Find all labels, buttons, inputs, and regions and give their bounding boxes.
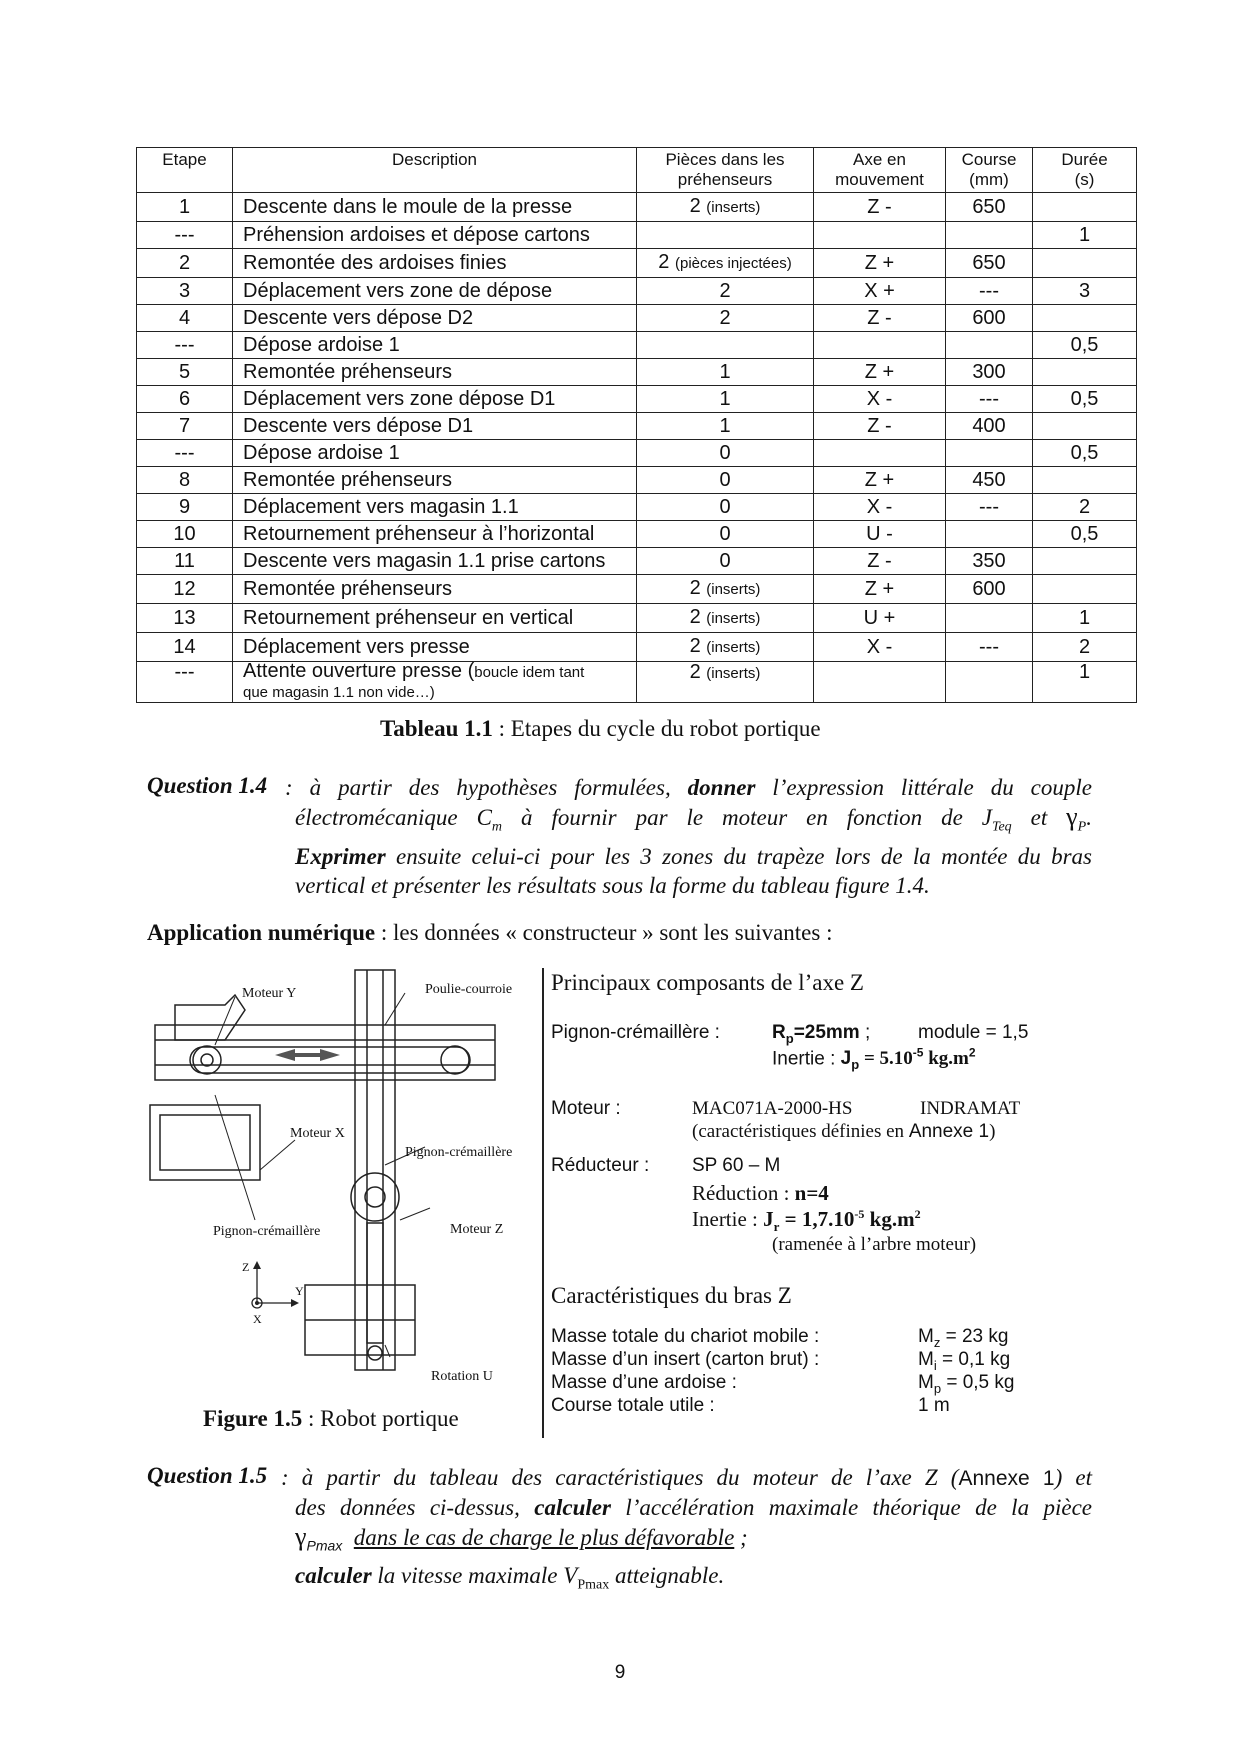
cell-description: Remontée préhenseurs — [233, 359, 637, 386]
figure-caption: Figure 1.5 : Robot portique — [203, 1406, 459, 1431]
label-moteur-x: Moteur X — [290, 1126, 345, 1141]
cell-etape: 12 — [137, 575, 233, 604]
cell-description: Remontée préhenseurs — [233, 467, 637, 494]
cell-description: Retournement préhenseur en vertical — [233, 604, 637, 633]
axis-z-label: Z — [242, 1260, 250, 1274]
cell-description: Retournement préhenseur à l’horizontal — [233, 521, 637, 548]
jr-note: (ramenée à l’arbre moteur) — [772, 1234, 977, 1255]
cell-duree: 1 — [1033, 662, 1137, 703]
bras-spec-label: Course totale utile : — [551, 1395, 715, 1416]
bras-spec-value: $M_i = 0,1$ kg — [918, 1349, 1011, 1373]
cell-course: 600 — [946, 575, 1033, 604]
col-duree: Durée (s) — [1033, 148, 1137, 193]
cell-course — [946, 222, 1033, 249]
bras-spec-value: $M_p = 0,5$ kg — [918, 1372, 1015, 1396]
cell-etape: 5 — [137, 359, 233, 386]
cell-duree: 3 — [1033, 278, 1137, 305]
label-poulie-courroie: Poulie-courroie — [425, 982, 513, 997]
cell-duree: 0,5 — [1033, 521, 1137, 548]
table-caption: Tableau 1.1 : Etapes du cycle du robot portique — [380, 716, 821, 741]
cell-pieces: 2 (inserts) — [637, 662, 814, 703]
table-row — [137, 278, 1137, 305]
cell-pieces: 0 — [637, 548, 814, 575]
cell-axe: Z + — [814, 249, 946, 278]
module-value: module = 1,5 — [918, 1022, 1029, 1043]
cell-course: --- — [946, 386, 1033, 413]
cell-pieces: 2 (inserts) — [637, 575, 814, 604]
cell-pieces: 2 (inserts) — [637, 193, 814, 222]
cell-axe: Z - — [814, 548, 946, 575]
cell-description: Remontée des ardoises finies — [233, 249, 637, 278]
table-row — [137, 193, 1137, 222]
cell-etape: 10 — [137, 521, 233, 548]
table-row — [137, 521, 1137, 548]
cell-etape: --- — [137, 440, 233, 467]
cell-axe — [814, 662, 946, 703]
cell-description: Descente vers magasin 1.1 prise cartons — [233, 548, 637, 575]
moteur-x-box — [150, 1105, 260, 1180]
cell-duree — [1033, 193, 1137, 222]
cell-duree — [1033, 548, 1137, 575]
axis-y-arrow — [291, 1299, 299, 1307]
cell-duree: 2 — [1033, 633, 1137, 662]
question-1-5-text: : à partir du tableau des caractéristiques du moteur de l’axe Z (Annexe 1) et des données ci-dessus, calculer l’accélération maximale théorique de la pièce $\gamma_{Pmax}$ dans le cas de charge le plus défavorable ; calculer la vitesse maximale $V_{Pmax}$ atteignable. — [281, 1465, 1092, 1593]
cell-etape: --- — [137, 332, 233, 359]
cell-course: 400 — [946, 413, 1033, 440]
cell-etape: 2 — [137, 249, 233, 278]
reduction-value: Réduction : n=4 — [692, 1181, 829, 1205]
table-header-row — [137, 148, 1137, 193]
col-pieces: Pièces dans les préhenseurs — [637, 148, 814, 193]
question-1-5-label: Question 1.5 — [147, 1463, 268, 1488]
cell-duree: 0,5 — [1033, 386, 1137, 413]
cell-pieces: 2 (pièces injectées) — [637, 249, 814, 278]
cell-axe — [814, 440, 946, 467]
cell-duree — [1033, 249, 1137, 278]
table-row — [137, 494, 1137, 521]
label-rotation-u: Rotation U — [431, 1369, 493, 1384]
cell-pieces: 2 (inserts) — [637, 604, 814, 633]
moteur-brand: INDRAMAT — [920, 1098, 1021, 1119]
cell-axe: U - — [814, 521, 946, 548]
cell-pieces: 0 — [637, 494, 814, 521]
table-row — [137, 633, 1137, 662]
cell-axe — [814, 332, 946, 359]
moteur-label: Moteur : — [551, 1098, 621, 1119]
cell-course — [946, 662, 1033, 703]
label-moteur-y: Moteur Y — [242, 986, 297, 1001]
z-column — [355, 970, 395, 1370]
cell-axe: X - — [814, 633, 946, 662]
cell-description: Attente ouverture presse (boucle idem tant que magasin 1.1 non vide…) — [233, 662, 637, 703]
cell-duree — [1033, 575, 1137, 604]
cell-duree: 1 — [1033, 222, 1137, 249]
bras-spec-label: Masse d’un insert (carton brut) : — [551, 1349, 820, 1370]
divider — [542, 968, 544, 1438]
axis-z-arrow — [253, 1261, 261, 1269]
cell-etape: 11 — [137, 548, 233, 575]
cell-course: 650 — [946, 249, 1033, 278]
reducteur-ref: SP 60 – M — [692, 1155, 781, 1176]
cell-axe: Z + — [814, 467, 946, 494]
cell-duree — [1033, 359, 1137, 386]
cell-axe: X - — [814, 386, 946, 413]
col-course: Course (mm) — [946, 148, 1033, 193]
cell-etape: --- — [137, 222, 233, 249]
moteur-ref: MAC071A-2000-HS — [692, 1098, 853, 1119]
col-axe: Axe en mouvement — [814, 148, 946, 193]
cell-description: Dépose ardoise 1 — [233, 440, 637, 467]
axis-x-label: X — [253, 1312, 262, 1326]
bras-spec-value: $M_z = 23$ kg — [918, 1326, 1009, 1350]
label-pignon-cremaillere-right: Pignon-crémaillère — [405, 1145, 513, 1160]
cell-duree — [1033, 413, 1137, 440]
cell-description: Dépose ardoise 1 — [233, 332, 637, 359]
cell-pieces: 2 — [637, 278, 814, 305]
robot-portique-figure — [145, 965, 540, 1385]
moteur-y-housing — [175, 995, 245, 1040]
cell-course — [946, 332, 1033, 359]
pignon-cremaillere-z — [351, 1173, 399, 1221]
cell-course: --- — [946, 494, 1033, 521]
cell-etape: 1 — [137, 193, 233, 222]
cell-etape: --- — [137, 662, 233, 703]
moteur-note: (caractéristiques définies en Annexe 1) — [692, 1121, 996, 1142]
cell-pieces: 0 — [637, 440, 814, 467]
cell-course — [946, 521, 1033, 548]
cell-description: Déplacement vers presse — [233, 633, 637, 662]
cell-axe: U + — [814, 604, 946, 633]
cell-etape: 4 — [137, 305, 233, 332]
question-1-4-text: : à partir des hypothèses formulées, donner l’expression littérale du couple électromécanique $C_m$ à fournir par le moteur en fonction de $J_{Teq}$ et $\gamma_P$. Exprimer ensuite celui-ci pour les 3 zones du trapèze lors de la montée du bras vertical et présenter les résultats sous la forme du tableau figure 1.4. — [285, 775, 1092, 898]
cell-description: Remontée préhenseurs — [233, 575, 637, 604]
cell-etape: 3 — [137, 278, 233, 305]
cell-pieces — [637, 332, 814, 359]
cell-description: Descente vers dépose D1 — [233, 413, 637, 440]
cell-axe: Z - — [814, 193, 946, 222]
cell-pieces: 1 — [637, 413, 814, 440]
cell-course — [946, 604, 1033, 633]
cell-axe: X - — [814, 494, 946, 521]
cell-course: 600 — [946, 305, 1033, 332]
specs-title-axe-z: Principaux composants de l’axe Z — [551, 970, 864, 995]
table-row — [137, 467, 1137, 494]
table-row — [137, 440, 1137, 467]
cell-duree: 0,5 — [1033, 440, 1137, 467]
cell-axe: X + — [814, 278, 946, 305]
cell-pieces: 1 — [637, 386, 814, 413]
question-1-4-label: Question 1.4 — [147, 773, 268, 798]
application-heading: Application numérique : les données « constructeur » sont les suivantes : — [147, 920, 833, 945]
cycle-table — [136, 147, 1137, 703]
table-row — [137, 604, 1137, 633]
table-row — [137, 662, 1137, 703]
jp-value: Inertie : $J_p = 5.10^{-5}$ $kg.m^2$ — [772, 1046, 976, 1073]
cell-pieces: 2 (inserts) — [637, 633, 814, 662]
cell-course: --- — [946, 633, 1033, 662]
label-moteur-z: Moteur Z — [450, 1222, 504, 1237]
belt — [190, 1047, 470, 1073]
col-description: Description — [233, 148, 637, 193]
bras-spec-label: Masse d’une ardoise : — [551, 1372, 737, 1393]
cell-duree: 1 — [1033, 604, 1137, 633]
pulley-left — [193, 1046, 221, 1074]
cell-pieces: 2 — [637, 305, 814, 332]
cell-course: --- — [946, 278, 1033, 305]
cell-course: 650 — [946, 193, 1033, 222]
rack — [367, 1223, 383, 1343]
cell-etape: 14 — [137, 633, 233, 662]
col-etape: Etape — [137, 148, 233, 193]
cell-axe: Z + — [814, 575, 946, 604]
jr-value: Inertie : $J_r = 1,7.10^{-5}$ $kg.m^2$ — [692, 1207, 921, 1235]
pulley-right — [441, 1046, 469, 1074]
cell-etape: 9 — [137, 494, 233, 521]
belt-direction-arrow — [275, 1049, 340, 1061]
table-row — [137, 413, 1137, 440]
cell-description: Déplacement vers zone de dépose — [233, 278, 637, 305]
axis-y-label: Y — [295, 1284, 304, 1298]
cell-etape: 6 — [137, 386, 233, 413]
cell-description: Déplacement vers magasin 1.1 — [233, 494, 637, 521]
table-row — [137, 548, 1137, 575]
table-row — [137, 332, 1137, 359]
cell-duree: 0,5 — [1033, 332, 1137, 359]
table-row — [137, 386, 1137, 413]
reducteur-label: Réducteur : — [551, 1155, 650, 1176]
cell-description: Descente vers dépose D2 — [233, 305, 637, 332]
cell-pieces: 1 — [637, 359, 814, 386]
cell-description: Préhension ardoises et dépose cartons — [233, 222, 637, 249]
page-number: 9 — [614, 1662, 626, 1683]
cell-course — [946, 440, 1033, 467]
cell-course: 450 — [946, 467, 1033, 494]
cell-axe: Z + — [814, 359, 946, 386]
cell-description: Déplacement vers zone dépose D1 — [233, 386, 637, 413]
cell-pieces: 0 — [637, 521, 814, 548]
table-row — [137, 359, 1137, 386]
cell-axe: Z - — [814, 305, 946, 332]
cell-pieces — [637, 222, 814, 249]
cell-etape: 13 — [137, 604, 233, 633]
table-row — [137, 249, 1137, 278]
bras-spec-value: 1 m — [918, 1395, 950, 1416]
cell-pieces: 0 — [637, 467, 814, 494]
specs-title-bras-z: Caractéristiques du bras Z — [551, 1283, 792, 1308]
rp-value: $R_p=25mm$ ; — [772, 1022, 871, 1046]
bras-spec-label: Masse totale du chariot mobile : — [551, 1326, 820, 1347]
cell-etape: 8 — [137, 467, 233, 494]
cell-duree — [1033, 467, 1137, 494]
cell-axe: Z - — [814, 413, 946, 440]
cell-duree: 2 — [1033, 494, 1137, 521]
cell-duree — [1033, 305, 1137, 332]
table-row — [137, 305, 1137, 332]
cell-etape: 7 — [137, 413, 233, 440]
table-row — [137, 222, 1137, 249]
cell-course: 300 — [946, 359, 1033, 386]
rotation-u-joint — [368, 1346, 382, 1360]
cell-description: Descente dans le moule de la presse — [233, 193, 637, 222]
cell-course: 350 — [946, 548, 1033, 575]
table-row — [137, 575, 1137, 604]
pignon-label: Pignon-crémaillère : — [551, 1022, 720, 1043]
table-body — [137, 193, 1137, 703]
label-pignon-cremaillere-left: Pignon-crémaillère — [213, 1224, 321, 1239]
cell-axe — [814, 222, 946, 249]
